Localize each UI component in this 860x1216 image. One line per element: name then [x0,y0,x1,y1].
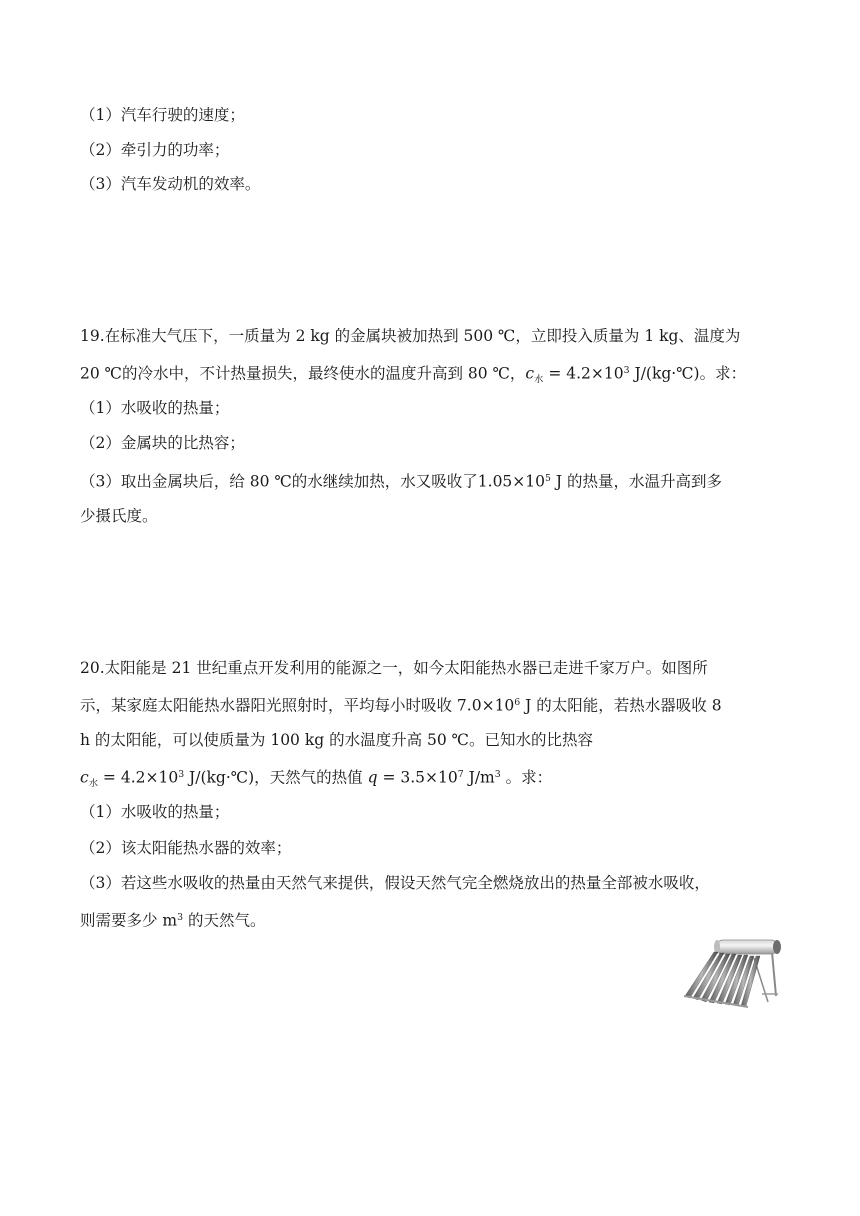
q20-line-2-text-end: J 的太阳能，若热水器吸收 8 [520,696,722,715]
q19-c-unit: J/(kg·℃) [629,364,700,383]
q18-item-2: （2）牵引力的功率； [80,141,230,159]
q20-line-4 [80,764,552,795]
q20-item-1: （1）水吸收的热量； [80,803,230,821]
q20-q-symbol: q [367,768,378,787]
q18-item-1: （1）汽车行驶的速度； [80,106,245,124]
q20-item-3-cont-text: 则需要多少 m [80,911,178,930]
q20-c-unit: J/(kg·℃) [184,768,255,787]
q19-item-3 [80,468,722,493]
q20-item-3-cont-exponent: 3 [177,912,184,923]
q19-item-3-exponent: 5 [545,473,551,484]
q18-item-3: （3）汽车发动机的效率。 [80,175,261,193]
q20-line-1: 20.太阳能是 21 世纪重点开发利用的能源之一，如今太阳能热水器已走进千家万户。如图所 [80,659,708,677]
q20-c-symbol: c [80,768,89,787]
q20-q-unit: J/m [463,768,495,787]
q19-item-3-continued: 少摄氏度。 [80,507,158,525]
q20-q-exponent: 7 [457,769,464,780]
q19-c-subscript: 水 [534,373,544,385]
q20-c-value: = 4.2×10 [98,768,179,787]
q20-q-value: = 3.5×10 [377,768,458,787]
q20-item-3-cont-text-end: 的天然气。 [183,911,266,930]
q20-line-3: h 的太阳能，可以使质量为 100 kg 的水温度升高 50 ℃。已知水的比热容 [80,731,594,749]
q20-line-2-text: 示，某家庭太阳能热水器阳光照射时，平均每小时吸收 7.0×10 [80,696,515,715]
q20-line-2 [80,692,722,717]
q19-line-2 [80,360,746,391]
q20-c-exponent: 3 [178,769,185,780]
q20-line-4-text: ，天然气的热值 [254,768,368,787]
q19-item-1: （1）水吸收的热量； [80,399,230,417]
q20-line-2-exponent: 6 [514,697,521,708]
q20-item-2: （2）该太阳能热水器的效率； [80,839,292,857]
q19-item-2: （2）金属块的比热容； [80,434,245,452]
q19-c-exponent: 3 [623,365,630,376]
q19-line-1: 19.在标准大气压下，一质量为 2 kg 的金属块被加热到 500 ℃，立即投入质量为 1 kg、温度为 [80,327,741,345]
q19-c-symbol: c [525,364,535,383]
q19-line-2-end: 。求： [699,364,747,383]
solar-water-heater-image [676,936,784,1008]
q20-item-3: （3）若这些水吸收的热量由天然气来提供，假设天然气完全燃烧放出的热量全部被水吸收， [80,874,710,892]
q19-c-value: = 4.2×10 [543,364,624,383]
q20-q-unit-exponent: 3 [494,769,501,780]
q19-line-2-text: 20 ℃的冷水中，不计热量损失，最终使水的温度升高到 80 ℃， [80,364,526,383]
q20-line-4-end: 。求： [500,768,553,787]
q19-item-3-text: （3）取出金属块后，给 80 ℃的水继续加热，水又吸收了1.05×10 [80,472,546,491]
q20-c-subscript: 水 [88,777,98,789]
q19-item-3-text-end: J 的热量，水温升高到多 [550,472,723,491]
q20-item-3-continued [80,907,266,932]
